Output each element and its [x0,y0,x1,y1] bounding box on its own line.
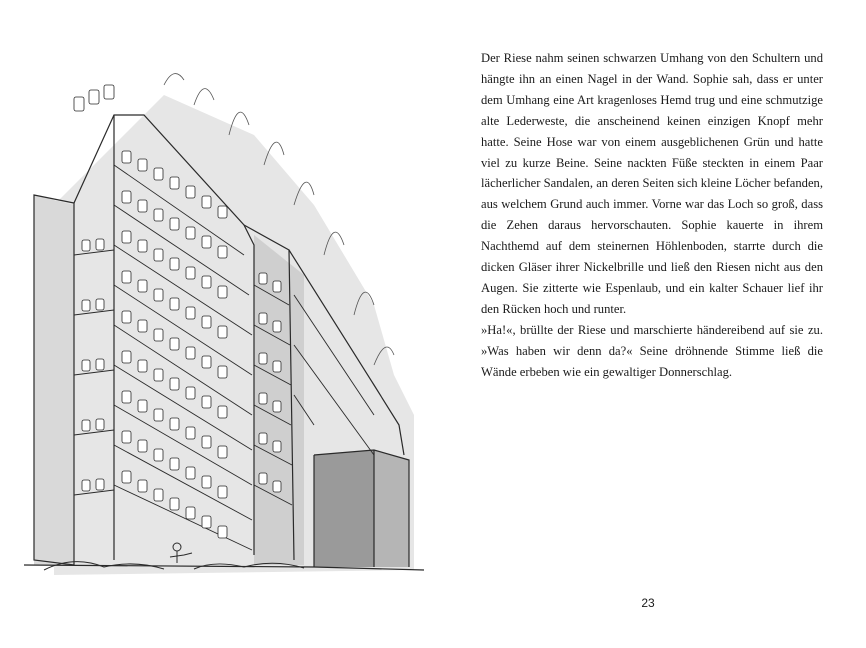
paragraph-2: »Ha!«, brüllte der Riese und marschierte händereibend auf sie zu. »Was haben wir denn da?« Seine dröhnende Stimme ließ die Wände erbeben wie ein gewaltiger Donnerschlag. [481,322,823,379]
page-number: 23 [641,596,655,610]
text-column [481,48,823,383]
paragraph-1: Der Riese nahm seinen schwarzen Umhang von den Schultern und hängte ihn an einen Nagel in der Wand. Sophie sah, dass er unter dem Umhang eine Art kragenloses Hemd trug und eine schmutzige alte Lederweste, die anscheinend keinen einzigen Knopf mehr hatte. Seine Hose war von einem ausgeblichenen Grün und hatte viel zu kurze Beine. Seine nackten Füße steckten in einem Paar lächerlicher Sandalen, an deren Seiten sich kleine Löcher befanden, aus welchem Grund auch immer. Vorne war das Loch so groß, dass die Zehen daraus hervorschauten. Sophie kauerte in ihrem Nachthemd auf dem steinernen Höhlenboden, starrte durch die dicken Gläser ihrer Nickelbrille und ließ den Riesen nicht aus den Augen. Sie zitterte wie Espenlaub, und ein kalter Schauer lief ihr den Rücken hoch und runter. [481,51,823,316]
cave-shelves-illustration [14,55,434,595]
